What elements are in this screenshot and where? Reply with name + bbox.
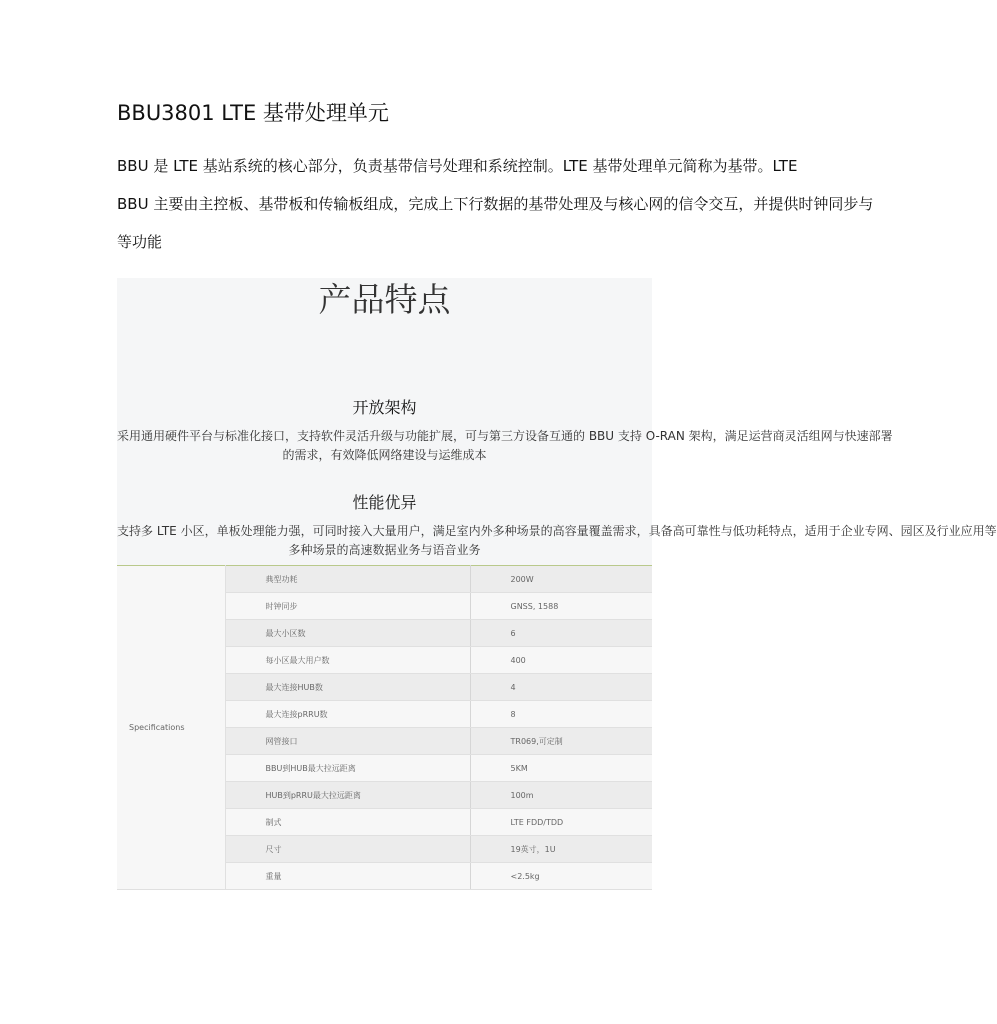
spec-value: 6 xyxy=(470,620,652,647)
feature-title-performance: 性能优异 xyxy=(352,493,417,512)
spec-param: 制式 xyxy=(225,809,470,836)
spec-param: 每小区最大用户数 xyxy=(225,647,470,674)
feature-desc-line: 采用通用硬件平台与标准化接口，支持软件灵活升级与功能扩展，可与第三方设备互通的 BBU 支持 O-RAN 架构，满足运营商灵活组网与快速部署 xyxy=(117,429,893,443)
document-title: BBU3801 LTE 基带处理单元 xyxy=(117,101,389,125)
feature-desc-line: 支持多 LTE 小区，单板处理能力强，可同时接入大量用户，满足室内外多种场景的高容量覆盖需求，具备高可靠性与低功耗特点，适用于企业专网、园区及行业应用等 xyxy=(117,524,997,538)
feature-panel xyxy=(117,278,997,565)
spec-value: 100m xyxy=(470,782,652,809)
spec-value: TR069,可定制 xyxy=(470,728,652,755)
specifications-group-label: Specifications xyxy=(117,566,225,890)
intro-line-2: BBU 主要由主控板、基带板和传输板组成，完成上下行数据的基带处理及与核心网的信令交互，并提供时钟同步与 xyxy=(117,195,874,213)
specifications-table xyxy=(117,565,652,890)
intro-line-3: 等功能 xyxy=(117,233,163,251)
feature-title-open-architecture: 开放架构 xyxy=(352,398,417,417)
spec-value: 8 xyxy=(470,701,652,728)
spec-param: BBU到HUB最大拉远距离 xyxy=(225,755,470,782)
spec-param: 典型功耗 xyxy=(225,566,470,593)
spec-value: 200W xyxy=(470,566,652,593)
table-row xyxy=(117,566,652,593)
spec-param: 重量 xyxy=(225,863,470,890)
intro-paragraph xyxy=(117,147,874,261)
feature-desc-line: 的需求，有效降低网络建设与运维成本 xyxy=(282,448,487,462)
spec-param: 尺寸 xyxy=(225,836,470,863)
spec-param: 最大连接pRRU数 xyxy=(225,701,470,728)
spec-value: LTE FDD/TDD xyxy=(470,809,652,836)
spec-param: 网管接口 xyxy=(225,728,470,755)
spec-value: 5KM xyxy=(470,755,652,782)
feature-desc-open-architecture xyxy=(117,427,893,465)
spec-value: 400 xyxy=(470,647,652,674)
spec-value: 19英寸，1U xyxy=(470,836,652,863)
feature-desc-performance xyxy=(117,522,997,560)
spec-param: 最大小区数 xyxy=(225,620,470,647)
spec-param: 时钟同步 xyxy=(225,593,470,620)
panel-heading: 产品特点 xyxy=(318,280,451,319)
spec-value: 4 xyxy=(470,674,652,701)
spec-param: 最大连接HUB数 xyxy=(225,674,470,701)
spec-value: GNSS, 1588 xyxy=(470,593,652,620)
feature-desc-line: 多种场景的高速数据业务与语音业务 xyxy=(288,543,481,557)
spec-param: HUB到pRRU最大拉远距离 xyxy=(225,782,470,809)
intro-line-1: BBU 是 LTE 基站系统的核心部分，负责基带信号处理和系统控制。LTE 基带处理单元简称为基带。LTE xyxy=(117,157,798,175)
spec-value: <2.5kg xyxy=(470,863,652,890)
